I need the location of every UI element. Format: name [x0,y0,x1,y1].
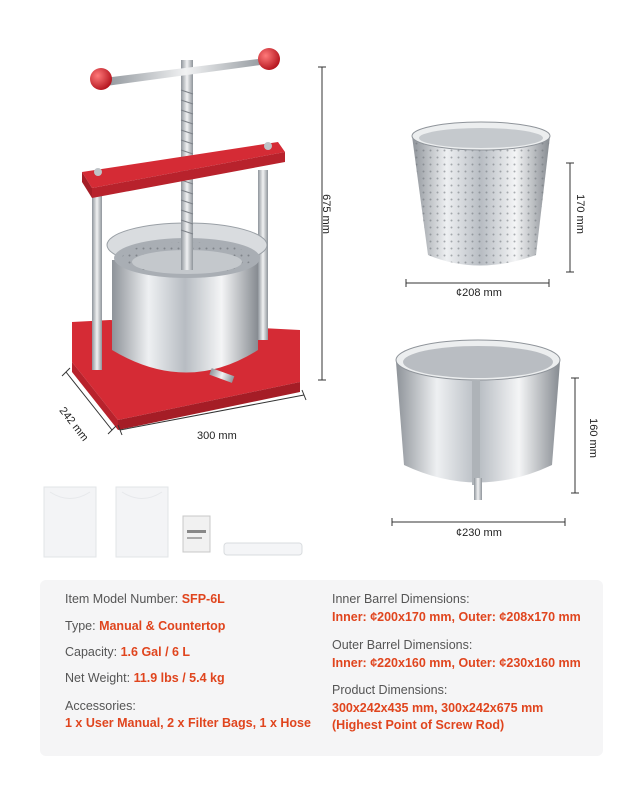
spec-card [40,580,603,756]
press-height-label: 675 mm [320,194,332,234]
type-row [65,618,225,634]
accessories-label: Accessories: [65,699,136,713]
outer-barrel-height-label: 160 mm [587,418,599,458]
outer-barrel-spout [474,478,482,500]
product-dimensions-value: 300x242x435 mm, 300x242x675 mm [332,701,544,715]
inner-barrel-value: Inner: ¢200x170 mm, Outer: ¢208x170 mm [332,610,581,624]
outer-barrel [396,340,560,500]
model-row [65,591,225,607]
weight-value: 11.9 lbs / 5.4 kg [133,671,225,685]
type-label: Type: [65,619,96,633]
outer-barrel-value: Inner: ¢220x160 mm, Outer: ¢230x160 mm [332,656,581,670]
filter-bag-1 [44,487,96,557]
inner-barrel-label: Inner Barrel Dimensions: [332,592,470,606]
filter-bag-2 [116,487,168,557]
fruit-press [72,48,300,430]
product-dimensions-label: Product Dimensions: [332,683,448,697]
press-post-left [92,190,102,370]
capacity-label: Capacity: [65,645,118,659]
weight-label: Net Weight: [65,671,131,685]
model-value: SFP-6L [181,592,225,606]
model-label: Item Model Number: [65,592,179,606]
type-value: Manual & Countertop [99,619,226,633]
capacity-row [65,644,190,660]
product-dimensions-note: (Highest Point of Screw Rod) [332,718,505,732]
handle-knob-right [258,48,280,70]
inner-barrel-diameter-label: ¢208 mm [456,287,502,299]
hose [224,543,302,555]
accessories-value: 1 x User Manual, 2 x Filter Bags, 1 x Hose [65,716,311,730]
handle-knob-left [90,68,112,90]
weight-row [65,670,225,686]
inner-barrel-height-label: 170 mm [574,194,586,234]
accessories [44,487,302,557]
capacity-value: 1.6 Gal / 6 L [120,645,191,659]
inner-barrel [412,122,550,266]
outer-barrel-diameter-label: ¢230 mm [456,527,502,539]
user-manual [183,516,210,552]
outer-barrel-label: Outer Barrel Dimensions: [332,638,473,652]
press-depth-label: 242 mm [56,405,91,444]
press-width-label: 300 mm [197,430,237,442]
